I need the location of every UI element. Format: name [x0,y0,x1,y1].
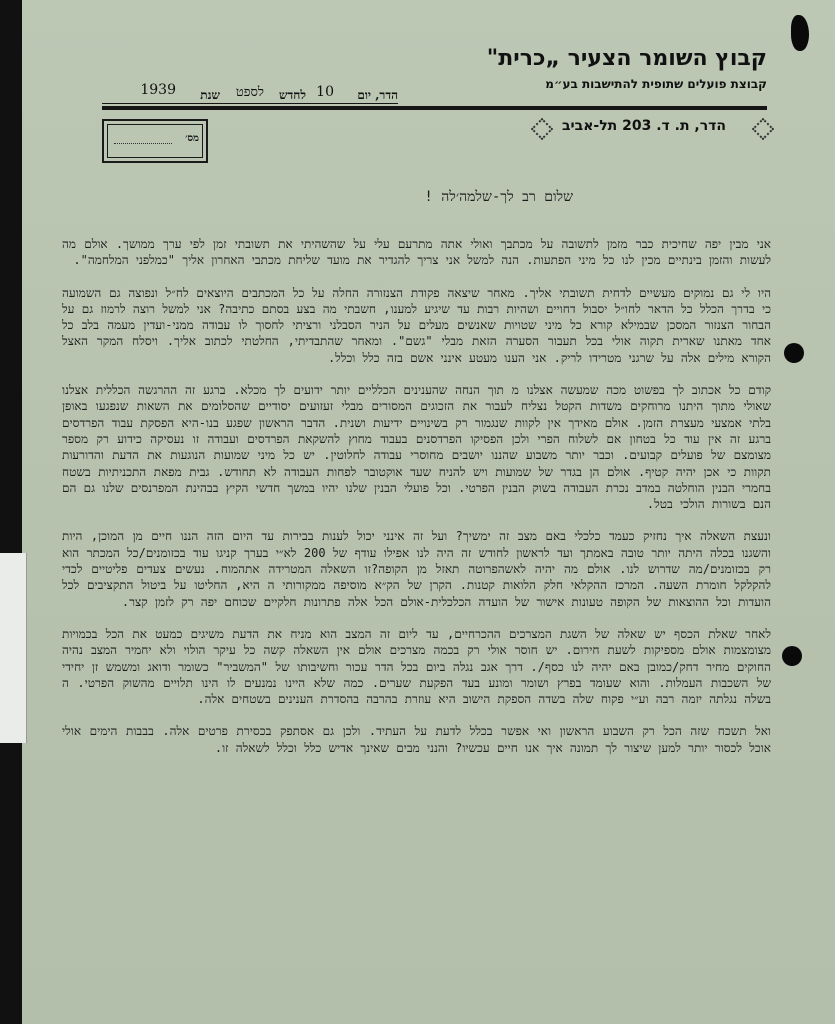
date-day: 10 [316,84,334,100]
greeting: שלום רב לך-שלמה׳לה ! [424,189,573,205]
address: הדר, ת. ד. 203 תל-אביב [562,118,726,134]
paragraph-3: קודם כל אכתוב לך בפשוט מכה שמעשה אצלנו מ תוך הנחה שהענינים הכלליים יותר ידועים לך מכלא. ברגע זה ההרגשה הכללית אצלנו שאולי מתוך היתנו מרוחקים משדות הקטל נצליח לעבור את הזכוגים המסורים מבלי זעזועים יסודיים שהסלומים את השאות שנפגעו באופן בלתי אמצעי מעצרת הזמן. אולם מאידך אין לקוות שנגמור רק בשינויים ידיעות ושנית. הדבר הראשון שפגע בנו-היא הפסקת עבוד הפרדסים ברגע זה אין עוד כל בטחון אם לשלוח הפרי ולכן הפסיקו הפרדסנים בעבוד מחוץ להשקאת הפרדסים ועבודה זו נעסיקה כידוע רק מספר מצומצם של פועלים קבועים. וכבר יותר משבוע שהננו יושבים מחוסרי עבודה לחלוטין. יש כל מיני שמועות הנוגעות את הדעת והדורעות תקוות כי אכן יהיה קטיף. אולם הן בגדר של שמועות ויש להניח שעד אוקטובר לפחות העבודה לא תחודש. גבית מפאת התכניתיות בשטח בחמרי הבנין הוחלטה במדב נכרת העבודה בשוק הבנין הפרטי. וכל פועלי הבנין שלנו יהיו במשך חדשי הקיץ בבהינת המפרנסים שלנו גם הם הנם בשורות הולכי בטל. [62,383,771,512]
reference-dots [114,143,172,144]
year-label: שנת [200,88,220,102]
ornament-left-icon [531,118,554,141]
month-label: לחדש [279,88,306,102]
attached-paper-tab [0,553,27,743]
punch-hole-bottom [782,646,802,666]
scan-edge [0,0,22,1024]
punch-hole-top [784,343,804,363]
paragraph-5: לאחר שאלת הכסף יש שאלה של השגת המצרכים ההכרחיים, עד ליום זה המצב הוא מניח את הדעת משיגים כמעט את הכל בכמויות מצומצמות אולם מספיקות לשעת חירום. יש חוסר אולי רק בכמה מצרכים אולם אין השאלה קשה כל עיקר הולוי ולא יחמיר המצב נהיה החוקים מחיר דחק/כמובן באם יהיה לנו כסף/. דרך אגב נגלה ביום בכל הדר עכור וחשיבותו של "המשביר" כשומר ודואג ומשמש זן יחידי של השכבות העמלות. והוא שעומד בפרץ ושומר ומונע בעד הפקעת שערים. כמה שלא היינו נמנעים לו הינו תלויים מהשוק הפרטי. ה בשלה נגלתה יזמה רבה וע״י פקוח שלה בשדה הספקת הישוב היא עוזרת בהרבה בהסדרת הענינים בשטחים אלה. [62,626,771,707]
ornament-right-icon [752,118,775,141]
paragraph-1: אני מבין יפה שחיכית כבר מזמן לתשובה על מכתבך ואולי אתה מתרעם עלי על שהשהיתי את תשובתי זמן לפי ערך ממושך. אולם מה לעשות והזמן בינתיים מכין לנו כל מיני הפתעות. הנה למשל אני צריך להגדיר את מועד שליחת מכתבי האחרון אליך "כמלפני המלחמה". [62,237,771,268]
paper-tear [791,15,809,51]
reference-number-box [102,119,208,163]
letter-page [22,0,835,1024]
reference-label: מס׳ [185,133,199,144]
letterhead-rule [102,106,767,110]
paragraph-4: ונעצת השאלה איך נחזיק כעמד כלכלי באם מצב זה ימשיך? ועל זה אינני יכול לענות בבירות עד היום הזה הננו חיים מן המוכן, היות והשגנו בכלה היתה יותר טובה באמתך ועד לראשון לחודש זה היה לנו אפילו עודף של 200 לא״י בערך קניגו עוד בכזומנים/כל המכתר הוא רק בכזומנים/מה שדרוש לנו. אולם מה יהיה לאשהפרוטה תאזל מן הקופה?זו השאלה המטרידה אתהמוח. נעשים צעדים פליטיים לכדי להקלקל חומרת השעה. המרכז ההקלאי חלק הלואות קטנות. הקרן של הק״א מוסיפה ממקורותי ה היא, החליטו על ביטול התקציבים לכל הועדות וכל ההוצאות של הקופה טעונות אישור של הועדה הכלכלית-אולם הכל אלה פתרונות חלקיים שכוחם יפה רק לזמן קצר. [62,529,772,609]
date-underline [102,103,398,104]
date-month: לספט [235,85,264,100]
paragraph-2: היו לי גם נמוקים מעשיים לדחית תשובתי אליך. מאחר שיצאה פקודת הצנזורה החלה על כל המכתבים היוצאים לח״ל ונפוצה גם השמועה כי בדרך הכלל כל הדאר לחו״ל יסבול דחויים ושהיות רבות עד שיגיע למענו, חשבתי מה בצע בסתם כתיבה? אני למשל רוצה לרמוז גם על הבחור הצנזור המסכן שבמילא קורא כל מיני שטויות שאנשים מעלים על הניר הסבלני ורציתי לחסוך לו עבודה ממני-ועדין מעמה בלב כל אחד מאתנו שארית תקוה אולי בכל תעבור הסערה הזאת מבלי "גשם". ומאחר שהתבדיתי, החלטתי לכתוב אליך. ויסלח המקר האצל הקורא מילים אלה על שרגני מטרידו לריק. אני הענו מעטע אינני אשם בזה כלל וכלל. [62,285,771,365]
date-year: 1939 [140,82,176,98]
letter-body [62,236,771,772]
paragraph-6: ואל תשכח שזה הכל רק השבוע הראשון ואי אפשר בכלל לדעת על העתיד. ולכן גם אסתפק בכסירת פרטים אלה. בבבות הימים אולי אוכל לכסור יותר למען שיצור לך תמונה איך אנו חיים עכשיו? והנני מבים שאינך אדיש כלל וכלל לשאלה זו. [62,724,771,755]
organization-subtitle: קבוצת פועלים שתופית להתישבות בע״מ [545,77,767,91]
date-prefix: הדר, יום [357,88,398,102]
organization-name: קבוץ השומר הצעיר „כרית" [486,46,767,71]
